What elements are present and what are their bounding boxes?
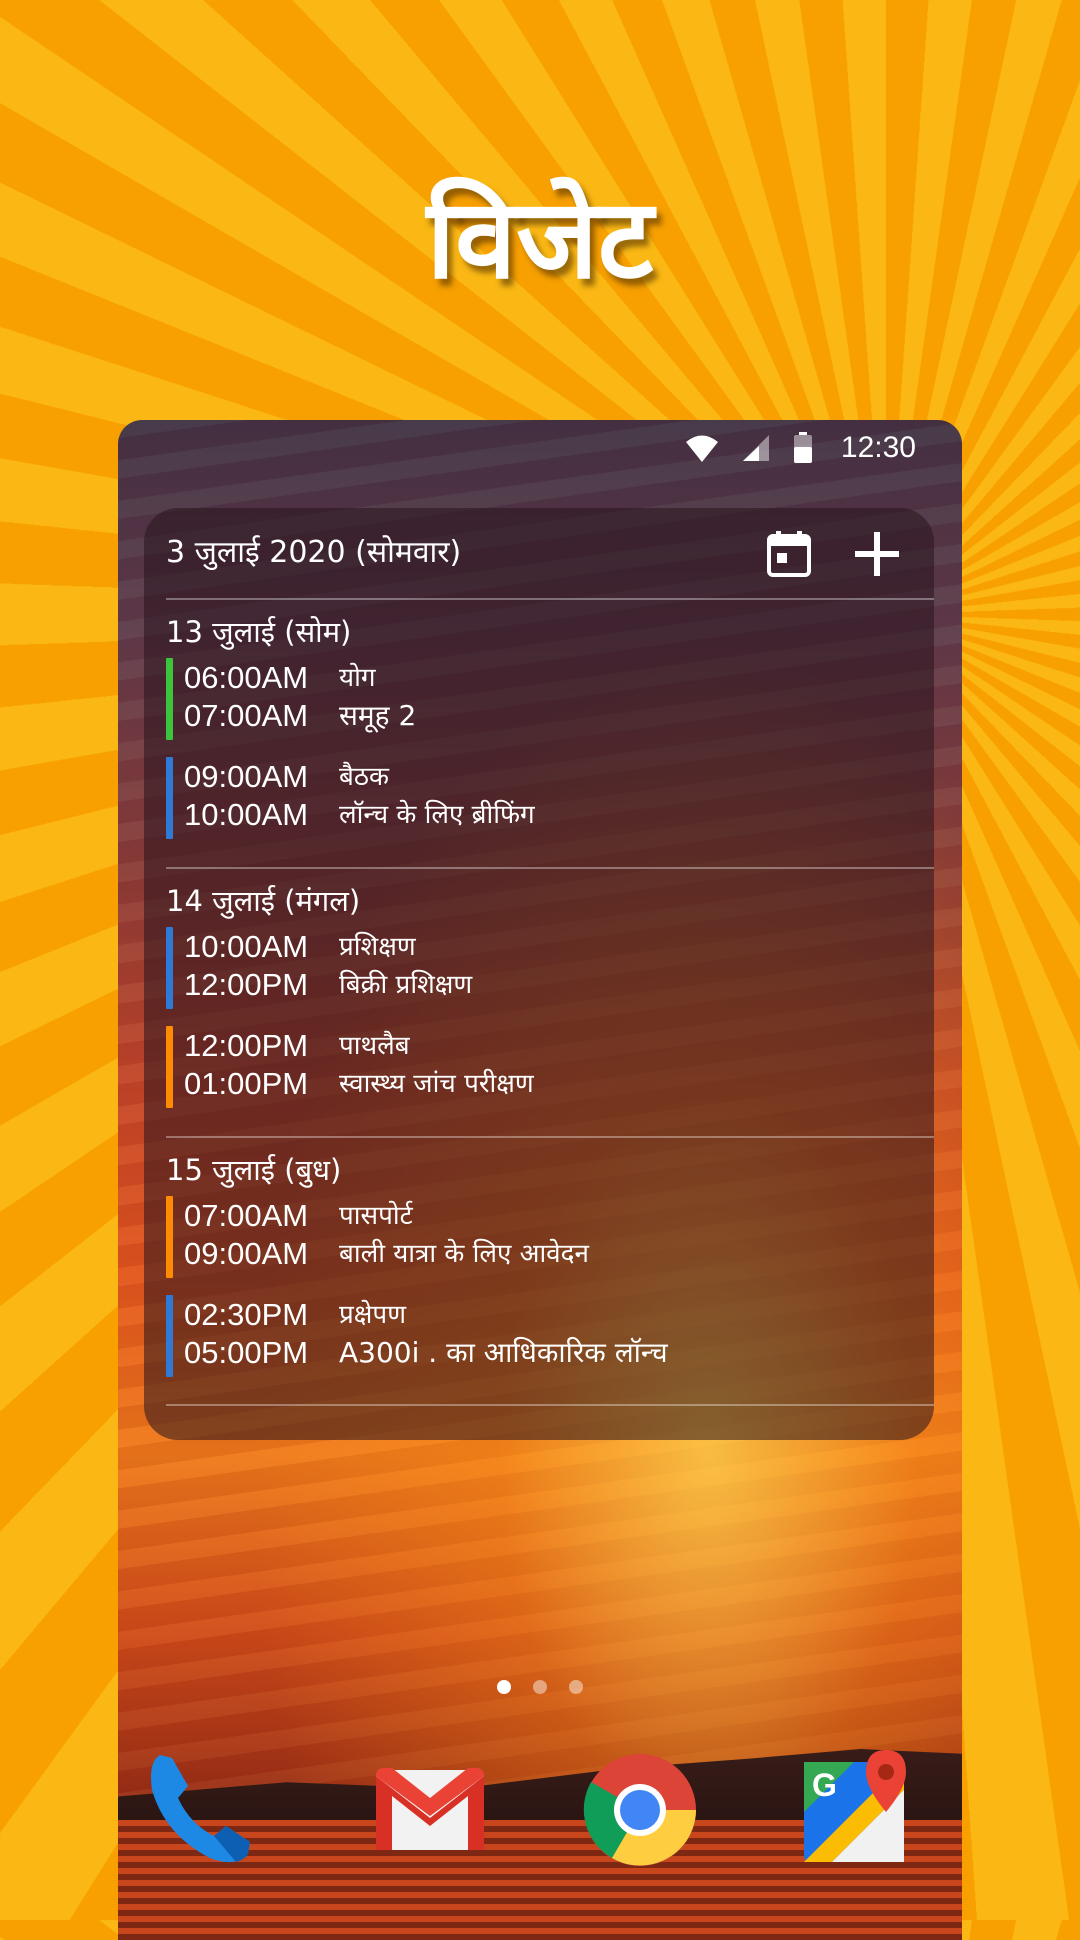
event-item[interactable] [166, 927, 926, 1009]
plus-icon [855, 532, 899, 576]
chrome-app-button[interactable] [580, 1750, 700, 1870]
add-event-button[interactable] [849, 526, 905, 582]
event-detail: बाली यात्रा के लिए आवेदन [339, 1239, 589, 1269]
signal-icon [741, 433, 771, 463]
event-title: पाथलैब [339, 1031, 410, 1061]
divider [166, 867, 934, 869]
event-item[interactable] [166, 757, 926, 839]
day-label: 14 जुलाई (मंगल) [166, 884, 361, 918]
event-detail: A300i . का आधिकारिक लॉन्च [339, 1336, 668, 1369]
event-detail: स्वास्थ्य जांच परीक्षण [339, 1069, 534, 1099]
event-start-time: 09:00AM [184, 759, 309, 794]
event-title: योग [339, 663, 376, 693]
widget-date-title[interactable]: 3 जुलाई 2020 (सोमवार) [166, 535, 462, 570]
event-end-time: 09:00AM [184, 1236, 309, 1271]
event-start-time: 06:00AM [184, 660, 309, 695]
event-end-time: 07:00AM [184, 698, 309, 733]
wifi-icon [685, 433, 719, 463]
event-title: बैठक [339, 762, 389, 792]
calendar-icon [767, 531, 811, 577]
divider [166, 1404, 934, 1406]
event-start-time: 02:30PM [184, 1297, 309, 1332]
open-calendar-button[interactable] [761, 526, 817, 582]
chrome-icon [580, 1750, 700, 1870]
phone-app-button[interactable] [140, 1750, 260, 1870]
event-title: पासपोर्ट [339, 1201, 413, 1231]
svg-text:G: G [812, 1767, 837, 1803]
phone-icon [140, 1750, 260, 1870]
battery-icon [793, 432, 813, 464]
calendar-widget [144, 508, 934, 1440]
event-color-bar [166, 757, 173, 839]
page-indicator [118, 1680, 962, 1694]
day-label: 15 जुलाई (बुध) [166, 1153, 342, 1187]
page-dot[interactable] [569, 1680, 583, 1694]
headline: विजेट [426, 175, 654, 303]
event-start-time: 07:00AM [184, 1198, 309, 1233]
event-color-bar [166, 927, 173, 1009]
page-dot[interactable] [497, 1680, 511, 1694]
gmail-app-button[interactable] [370, 1750, 490, 1870]
day-label: 13 जुलाई (सोम) [166, 615, 352, 649]
divider [166, 598, 934, 600]
event-detail: बिक्री प्रशिक्षण [339, 970, 473, 1000]
event-color-bar [166, 1295, 173, 1377]
event-detail: समूह 2 [339, 699, 417, 732]
event-end-time: 05:00PM [184, 1335, 309, 1370]
event-end-time: 12:00PM [184, 967, 309, 1002]
widget-header [144, 508, 934, 598]
event-title: प्रशिक्षण [339, 932, 416, 962]
divider [166, 1136, 934, 1138]
app-dock [118, 1750, 962, 1870]
event-end-time: 10:00AM [184, 797, 309, 832]
maps-icon [798, 1750, 918, 1870]
event-item[interactable] [166, 1196, 926, 1278]
status-bar [118, 420, 962, 476]
event-item[interactable] [166, 1026, 926, 1108]
event-start-time: 10:00AM [184, 929, 309, 964]
event-item[interactable] [166, 1295, 926, 1377]
event-start-time: 12:00PM [184, 1028, 309, 1063]
event-title: प्रक्षेपण [339, 1300, 407, 1330]
event-end-time: 01:00PM [184, 1066, 309, 1101]
gmail-icon [370, 1750, 490, 1870]
event-detail: लॉन्च के लिए ब्रीफिंग [339, 800, 535, 830]
page-dot[interactable] [533, 1680, 547, 1694]
maps-app-button[interactable] [798, 1750, 918, 1870]
status-time: 12:30 [840, 431, 916, 464]
event-color-bar [166, 658, 173, 740]
event-item[interactable] [166, 658, 926, 740]
phone-screen [118, 420, 962, 1940]
event-color-bar [166, 1196, 173, 1278]
event-color-bar [166, 1026, 173, 1108]
